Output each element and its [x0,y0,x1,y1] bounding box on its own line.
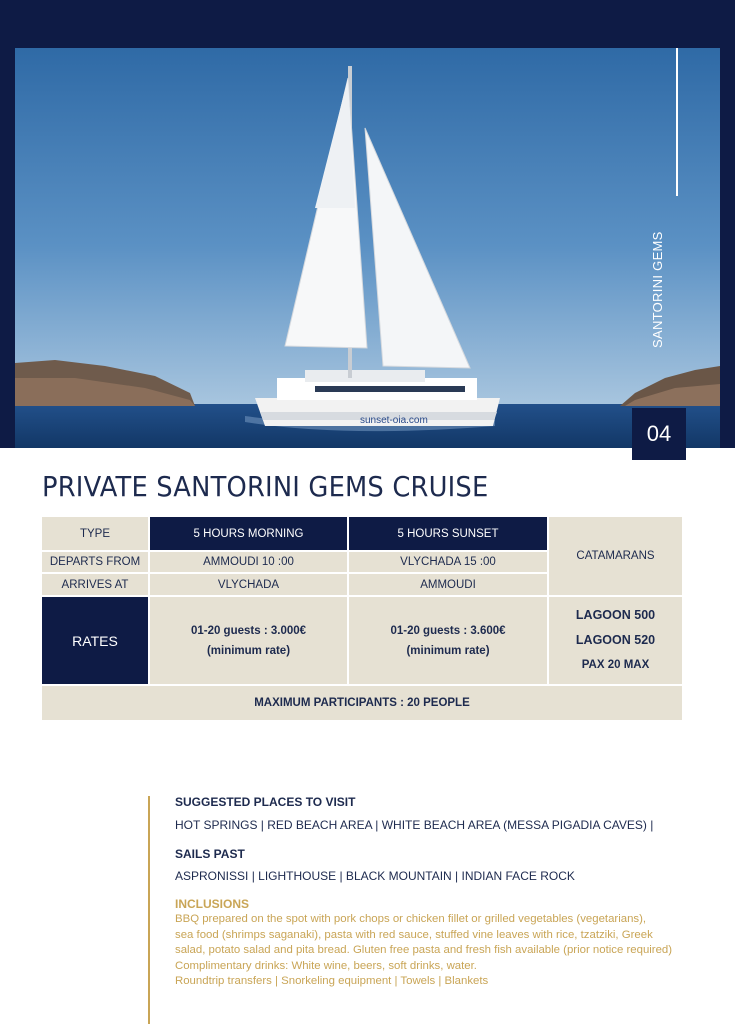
top-banner [0,0,735,48]
left-frame [0,48,15,448]
inclusions-line: BBQ prepared on the spot with pork chops or chicken fillet or grilled vegetables (vegetarians), [175,913,647,925]
departs-option2: VLYCHADA 15 :00 [349,552,547,572]
arrives-option1: VLYCHADA [150,574,347,595]
catamaran-photo [15,48,720,448]
pax-max: PAX 20 MAX [581,659,650,671]
inclusions-line: salad, potato salad and pita bread. Gluten free pasta and fresh fish available (prior notice required) [175,944,673,956]
sails-past-text: ASPRONISSI | LIGHTHOUSE | BLACK MOUNTAIN | INDIAN FACE ROCK [175,869,575,883]
right-frame [720,48,735,448]
rate1-note: (minimum rate) [206,644,291,657]
inclusions-line: Complimentary drinks: White wine, beers, soft drinks, water. [175,959,477,972]
max-participants: MAXIMUM PARTICIPANTS : 20 PEOPLE [42,686,682,720]
page-number: 04 [632,408,686,460]
cruise-table [42,517,682,720]
arrives-label: ARRIVES AT [42,574,148,595]
page-title: PRIVATE SANTORINI GEMS CRUISE [42,470,489,503]
boat-logo-text: sunset-oia.com [360,415,428,426]
vessel-label: CATAMARANS [549,517,682,595]
option2-label: 5 HOURS SUNSET [349,517,547,550]
suggested-text: HOT SPRINGS | RED BEACH AREA | WHITE BEACH AREA (MESSA PIGADIA CAVES) | [175,818,654,832]
rates-label: RATES [42,597,148,684]
rate-option1 [150,597,347,684]
rate2-note: (minimum rate) [406,644,490,657]
side-title-text: SANTORINI GEMS [650,231,665,348]
type-label: TYPE [42,517,148,550]
inclusions-heading: INCLUSIONS [175,897,250,911]
accent-line [148,796,150,1024]
sails-past-heading: SAILS PAST [175,847,245,861]
boat-models [549,597,682,684]
rate-option2 [349,597,547,684]
boat-model-1: LAGOON 500 [575,608,656,622]
rate2-price: 01-20 guests : 3.600€ [390,624,506,637]
vertical-divider [676,48,678,196]
arrives-option2: AMMOUDI [349,574,547,595]
departs-option1: AMMOUDI 10 :00 [150,552,347,572]
option1-label: 5 HOURS MORNING [150,517,347,550]
side-title [650,198,680,348]
inclusions-line: Roundtrip transfers | Snorkeling equipment | Towels | Blankets [175,975,489,987]
inclusions-text [175,912,715,990]
inclusions-line: sea food (shrimps saganaki), pasta with red sauce, stuffed vine leaves with rice, tzatziki, Greek [175,928,653,941]
boat-model-2: LAGOON 520 [575,633,656,647]
suggested-heading: SUGGESTED PLACES TO VISIT [175,795,356,809]
departs-label: DEPARTS FROM [42,552,148,572]
rate1-price: 01-20 guests : 3.000€ [190,624,307,637]
